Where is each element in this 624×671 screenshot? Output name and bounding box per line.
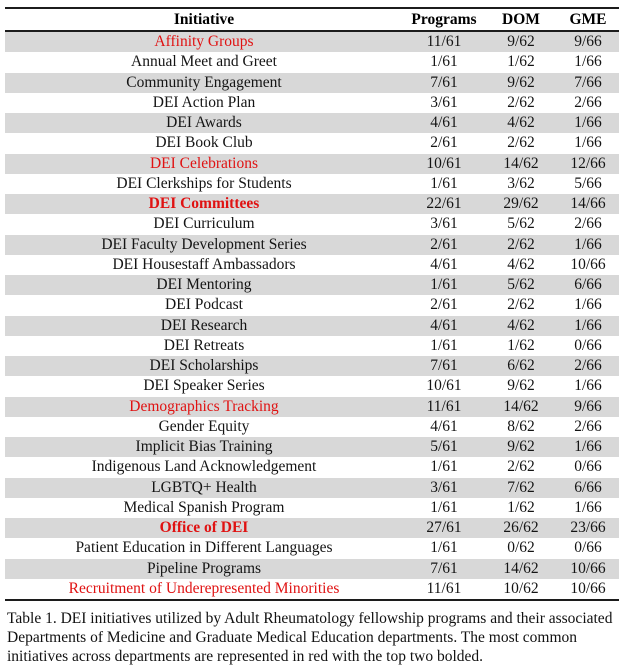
table-body xyxy=(5,31,619,600)
initiative-cell: Medical Spanish Program xyxy=(123,498,285,516)
gme-cell: 2/66 xyxy=(574,215,602,233)
table-row xyxy=(5,255,619,275)
table-row xyxy=(5,93,619,113)
dom-cell: 4/62 xyxy=(507,255,535,273)
dom-cell: 9/62 xyxy=(507,33,535,50)
gme-cell: 0/66 xyxy=(574,336,602,354)
gme-cell: 1/66 xyxy=(574,296,602,314)
gme-cell: 10/66 xyxy=(570,255,606,273)
dom-cell: 2/62 xyxy=(507,93,535,111)
gme-cell: 1/66 xyxy=(574,377,602,395)
table-row xyxy=(5,417,619,437)
dom-cell: 14/62 xyxy=(503,397,539,415)
programs-cell: 7/61 xyxy=(430,559,458,577)
initiative-cell: DEI Committees xyxy=(148,195,260,212)
programs-cell: 1/61 xyxy=(430,498,458,516)
table-row xyxy=(5,397,619,417)
programs-cell: 10/61 xyxy=(426,377,462,395)
column-header-programs: Programs xyxy=(411,11,477,28)
dom-cell: 5/62 xyxy=(507,276,535,293)
programs-cell: 3/61 xyxy=(430,478,458,496)
programs-cell: 11/61 xyxy=(426,397,462,415)
initiative-cell: Community Engagement xyxy=(126,73,282,91)
gme-cell: 1/66 xyxy=(574,53,602,71)
header-row xyxy=(5,8,619,31)
programs-cell: 1/61 xyxy=(430,53,458,71)
dom-cell: 5/62 xyxy=(507,215,535,233)
programs-cell: 2/61 xyxy=(430,235,458,253)
dom-cell: 9/62 xyxy=(507,73,535,91)
dei-initiatives-table xyxy=(5,7,619,601)
table-row xyxy=(5,214,619,234)
dom-cell: 1/62 xyxy=(507,498,535,516)
table-row xyxy=(5,478,619,498)
initiative-cell: LGBTQ+ Health xyxy=(151,478,257,496)
dom-cell: 9/62 xyxy=(507,377,535,395)
gme-cell: 1/66 xyxy=(574,316,602,334)
initiative-cell: DEI Scholarships xyxy=(149,357,259,374)
programs-cell: 1/61 xyxy=(430,276,458,293)
initiative-cell: DEI Awards xyxy=(166,114,242,131)
initiative-cell: Implicit Bias Training xyxy=(135,438,273,455)
table-row xyxy=(5,498,619,518)
table-row xyxy=(5,579,619,600)
dom-cell: 4/62 xyxy=(507,114,535,131)
gme-cell: 7/66 xyxy=(574,73,602,91)
initiative-cell: Office of DEI xyxy=(159,519,249,536)
dom-cell: 10/62 xyxy=(503,579,539,597)
gme-cell: 6/66 xyxy=(574,478,602,496)
initiative-cell: Patient Education in Different Languages xyxy=(75,539,333,557)
programs-cell: 1/61 xyxy=(430,458,458,476)
initiative-cell: DEI Research xyxy=(160,316,248,334)
programs-cell: 1/61 xyxy=(430,174,458,192)
initiative-cell: DEI Curriculum xyxy=(153,215,255,233)
gme-cell: 1/66 xyxy=(574,498,602,516)
initiative-cell: DEI Clerkships for Students xyxy=(116,174,292,192)
programs-cell: 3/61 xyxy=(430,93,458,111)
table-row xyxy=(5,113,619,133)
programs-cell: 4/61 xyxy=(430,417,458,435)
programs-cell: 4/61 xyxy=(430,114,458,131)
programs-cell: 7/61 xyxy=(430,73,458,91)
gme-cell: 2/66 xyxy=(574,417,602,435)
table-row xyxy=(5,376,619,396)
table-row xyxy=(5,275,619,295)
programs-cell: 11/61 xyxy=(426,579,462,597)
column-header-dom: DOM xyxy=(502,11,540,28)
table-row xyxy=(5,457,619,477)
gme-cell: 0/66 xyxy=(574,458,602,476)
dom-cell: 7/62 xyxy=(507,478,535,496)
programs-cell: 27/61 xyxy=(426,519,462,536)
table-row xyxy=(5,559,619,579)
gme-cell: 1/66 xyxy=(574,134,602,152)
table-row xyxy=(5,235,619,255)
dom-cell: 2/62 xyxy=(507,458,535,476)
initiative-cell: Recruitment of Underepresented Minorities xyxy=(68,579,340,597)
dom-cell: 2/62 xyxy=(507,296,535,314)
initiative-cell: DEI Action Plan xyxy=(152,93,256,111)
initiative-cell: DEI Book Club xyxy=(155,134,253,152)
initiative-cell: Demographics Tracking xyxy=(129,397,279,415)
table-row xyxy=(5,538,619,558)
initiative-cell: Annual Meet and Greet xyxy=(131,53,277,71)
initiative-cell: DEI Podcast xyxy=(165,296,243,314)
programs-cell: 11/61 xyxy=(426,33,462,50)
table-header xyxy=(5,8,619,31)
table-row xyxy=(5,194,619,214)
dom-cell: 1/62 xyxy=(507,336,535,354)
initiative-cell: Indigenous Land Acknowledgement xyxy=(91,458,317,476)
table-row xyxy=(5,31,619,52)
gme-cell: 5/66 xyxy=(574,174,602,192)
gme-cell: 10/66 xyxy=(570,559,606,577)
programs-cell: 3/61 xyxy=(430,215,458,233)
table-caption: Table 1. DEI initiatives utilized by Adult Rheumatology fellowship programs and their associated Departments of Medicine and Graduate Medical Education departments. The most common initiatives across departments are represented in red with the top two bolded. xyxy=(7,610,613,665)
table-row xyxy=(5,295,619,315)
gme-cell: 9/66 xyxy=(574,33,602,50)
column-header-gme: GME xyxy=(569,11,607,28)
programs-cell: 22/61 xyxy=(426,195,462,212)
table-row xyxy=(5,73,619,93)
dom-cell: 29/62 xyxy=(503,195,539,212)
dom-cell: 2/62 xyxy=(507,235,535,253)
table-row xyxy=(5,52,619,72)
dom-cell: 3/62 xyxy=(507,174,535,192)
programs-cell: 4/61 xyxy=(430,255,458,273)
gme-cell: 6/66 xyxy=(574,276,602,293)
initiative-cell: DEI Housestaff Ambassadors xyxy=(112,255,296,273)
gme-cell: 0/66 xyxy=(574,539,602,557)
programs-cell: 2/61 xyxy=(430,296,458,314)
initiative-cell: DEI Retreats xyxy=(163,336,245,354)
initiative-cell: Pipeline Programs xyxy=(146,559,262,577)
column-header-initiative: Initiative xyxy=(173,11,235,28)
table-row xyxy=(5,518,619,538)
gme-cell: 1/66 xyxy=(574,438,602,455)
table-row xyxy=(5,316,619,336)
gme-cell: 14/66 xyxy=(570,195,606,212)
initiative-cell: DEI Mentoring xyxy=(156,276,252,293)
initiative-cell: Gender Equity xyxy=(158,417,250,435)
initiative-cell: DEI Speaker Series xyxy=(143,377,265,395)
table-row xyxy=(5,174,619,194)
programs-cell: 1/61 xyxy=(430,539,458,557)
table-row xyxy=(5,356,619,376)
dom-cell: 26/62 xyxy=(503,519,539,536)
dom-cell: 6/62 xyxy=(507,357,535,374)
table-row xyxy=(5,437,619,457)
gme-cell: 23/66 xyxy=(570,519,606,536)
table-row xyxy=(5,336,619,356)
table-row xyxy=(5,154,619,174)
gme-cell: 2/66 xyxy=(574,357,602,374)
programs-cell: 10/61 xyxy=(426,154,462,172)
programs-cell: 2/61 xyxy=(430,134,458,152)
gme-cell: 9/66 xyxy=(574,397,602,415)
gme-cell: 1/66 xyxy=(574,114,602,131)
gme-cell: 12/66 xyxy=(570,154,606,172)
programs-cell: 7/61 xyxy=(430,357,458,374)
dom-cell: 14/62 xyxy=(503,559,539,577)
dom-cell: 9/62 xyxy=(507,438,535,455)
dom-cell: 2/62 xyxy=(507,134,535,152)
initiative-cell: DEI Celebrations xyxy=(149,154,259,172)
dom-cell: 1/62 xyxy=(507,53,535,71)
programs-cell: 5/61 xyxy=(430,438,458,455)
programs-cell: 1/61 xyxy=(430,336,458,354)
dom-cell: 14/62 xyxy=(503,154,539,172)
dom-cell: 8/62 xyxy=(507,417,535,435)
initiative-cell: DEI Faculty Development Series xyxy=(101,235,307,253)
dom-cell: 4/62 xyxy=(507,316,535,334)
gme-cell: 1/66 xyxy=(574,235,602,253)
table-row xyxy=(5,133,619,153)
dom-cell: 0/62 xyxy=(507,539,535,557)
programs-cell: 4/61 xyxy=(430,316,458,334)
gme-cell: 2/66 xyxy=(574,93,602,111)
gme-cell: 10/66 xyxy=(570,579,606,597)
initiative-cell: Affinity Groups xyxy=(154,33,254,50)
